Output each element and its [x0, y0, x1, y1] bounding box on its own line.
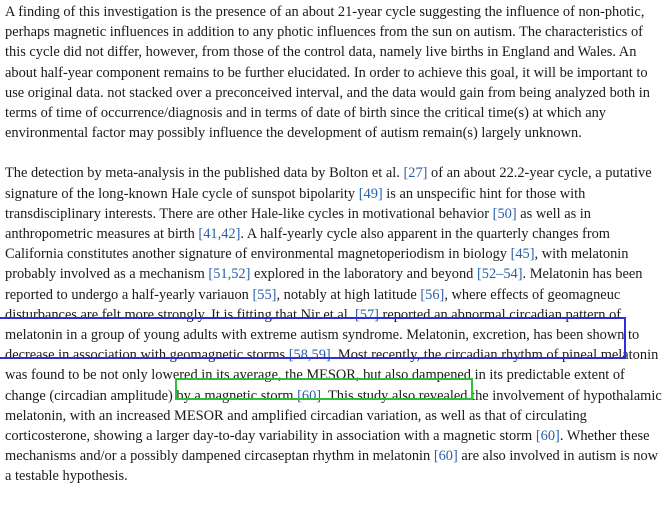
citation-link[interactable]: [52–54]: [476, 266, 523, 283]
citation-link[interactable]: [45]: [510, 246, 535, 263]
text-run: of an about 22.2-year cycle, a putative signature of the long-known Hale cycle of sunspot bipolarity: [5, 165, 652, 202]
text-run: . A half-yearly cycle also apparent in the quarterly changes from California constitutes another signature of environmental magnetoperiodism in biology: [5, 226, 610, 263]
text-run: as well as in anthropometric measures at birth: [5, 205, 591, 243]
citation-link[interactable]: [60]: [535, 428, 560, 445]
citation-link[interactable]: [41,42]: [198, 226, 241, 243]
citation-link[interactable]: [60]: [297, 387, 322, 404]
paragraph-gap: [5, 143, 663, 163]
citation-link[interactable]: [49]: [358, 185, 383, 202]
text-run: . Most recently, the circadian rhythm of pineal melatonin was found to be not only lowered in its average, the MESOR, but also dampened in its predictable extent of change (circadian amplitude) by a magnetic storm: [5, 347, 659, 404]
text-run: , notably at high latitude: [276, 286, 421, 303]
citation-link[interactable]: [56]: [420, 286, 445, 303]
text-run: The detection by meta-analysis in the published data by Bolton et al.: [5, 165, 404, 182]
citation-link[interactable]: [57]: [354, 306, 379, 323]
citation-link[interactable]: [27]: [403, 165, 428, 182]
citation-link[interactable]: [58,59]: [288, 347, 331, 364]
text-run: explored in the laboratory and beyond: [250, 266, 477, 283]
citation-link[interactable]: [60]: [433, 448, 458, 465]
citation-link[interactable]: [55]: [252, 286, 277, 303]
text-run: are also involved in autism is now a testable hypothesis.: [5, 448, 659, 485]
paragraph-2: [5, 163, 663, 486]
text-run: reported an abnormal circadian pattern of melatonin in a group of young adults with extreme autism syndrome. Melatonin, excretion, has been shown to: [5, 306, 640, 344]
citation-link[interactable]: [51,52]: [208, 266, 251, 283]
text-run: , where effects of geomagneuc disturbances are felt more strongly. It is fitting that Nir et al.: [5, 286, 621, 323]
paragraph-1: A finding of this investigation is the presence of an about 21-year cycle suggesting the influence of non-photic, perhaps magnetic influences in addition to any photic influences from the sun on autism. The characteristics of this cycle did not differ, however, from those of the control data, namely live births in England and Wales. An about half-year component remains to be further elucidated. In order to achieve this goal, it will be important to use original data. not stacked over a preconceived interval, and the data would gain from being analyzed both in terms of time of occurrence/diagnosis and in terms of date of birth since the critical time(s) at which any environmental factor may possibly influence the development of autism remain(s) largely unknown.: [5, 4, 650, 142]
citation-link[interactable]: [50]: [492, 205, 517, 222]
text-run: . Whether these mechanisms and/or a possibly dampened circaseptan rhythm in melatonin: [5, 428, 650, 465]
text-run: is an unspecific hint for those with transdisciplinary interests. There are other Hale-like cycles in motivational behavior: [5, 185, 586, 222]
document-body: [5, 2, 663, 487]
green-highlighted-text: decrease in association with geomagnetic storms: [5, 347, 286, 364]
text-run: . This study also revealed the involvement of hypothalamic melatonin, with an increased MESOR and amplified circadian variation, as well as that of circulating corticosterone, showing a larger day-to-day variability in association with a magnetic storm: [5, 387, 662, 445]
text-run: , with melatonin probably involved as a mechanism: [5, 246, 629, 283]
text-run: . Melatonin has been reported to undergo a half-yearly variauon: [5, 266, 643, 303]
